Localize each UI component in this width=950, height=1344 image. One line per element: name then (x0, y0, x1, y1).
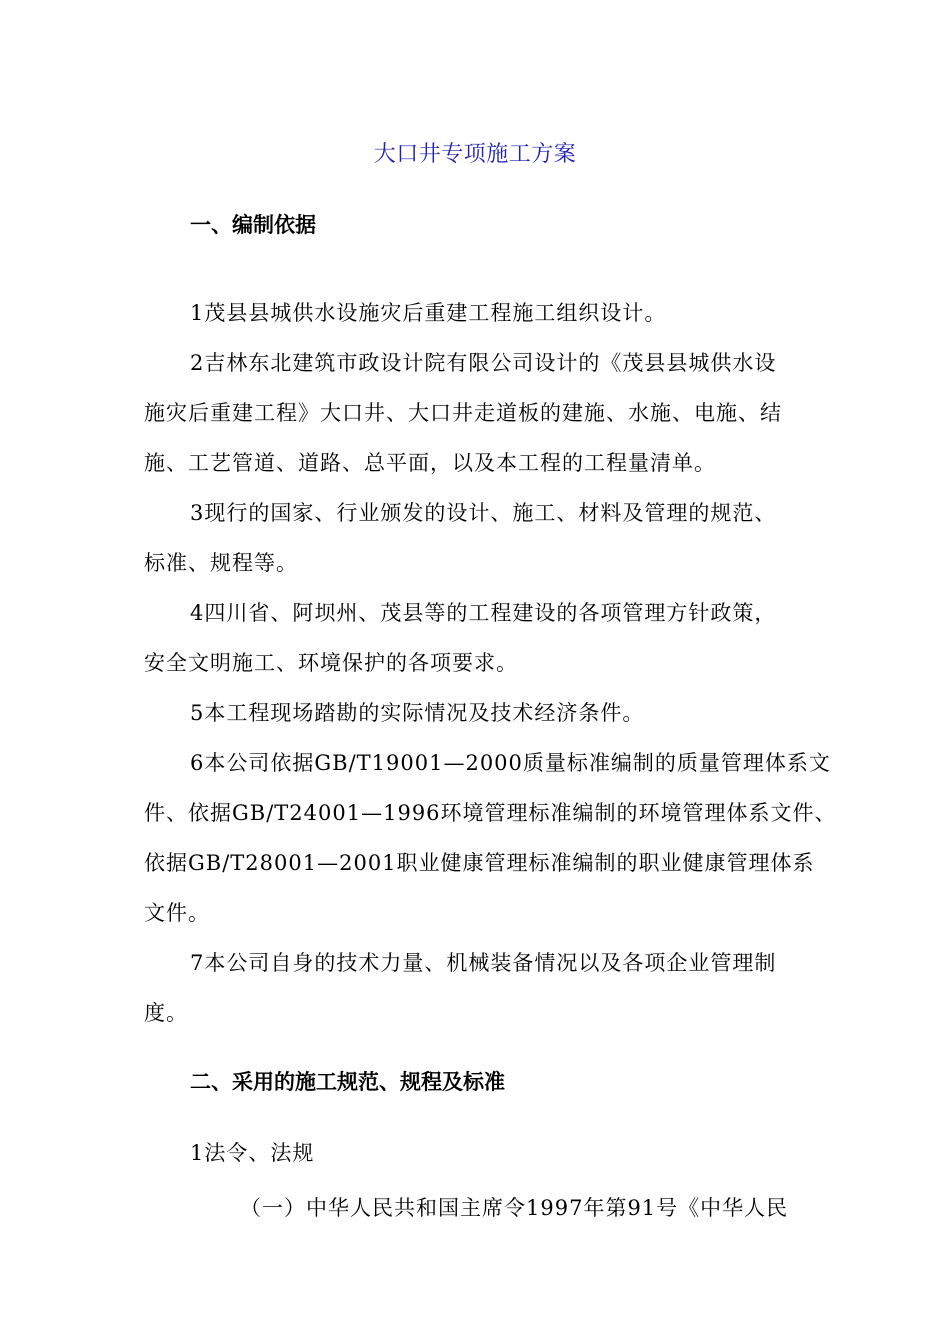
paragraph-line: 标准、规程等。 (144, 551, 298, 575)
paragraph-line: 3现行的国家、行业颁发的设计、施工、材料及管理的规范、 (190, 501, 777, 525)
paragraph-line: 件、依据GB/T24001—1996环境管理标准编制的环境管理体系文件、 (144, 801, 837, 825)
document-title: 大口井专项施工方案 (373, 142, 577, 167)
paragraph-line: 文件。 (144, 901, 210, 925)
paragraph-line: 5本工程现场踏勘的实际情况及技术经济条件。 (190, 701, 645, 725)
section-heading-basis: 一、编制依据 (190, 213, 316, 237)
paragraph-line: 2吉林东北建筑市政设计院有限公司设计的《茂县县城供水设 (190, 351, 777, 375)
paragraph-line: 施灾后重建工程》大口井、大口井走道板的建施、水施、电施、结 (144, 401, 782, 425)
paragraph-line: （一）中华人民共和国主席令1997年第91号《中华人民 (240, 1196, 789, 1220)
paragraph-line: 7本公司自身的技术力量、机械装备情况以及各项企业管理制 (190, 951, 777, 975)
paragraph-line: 安全文明施工、环境保护的各项要求。 (144, 651, 518, 675)
paragraph-line: 4四川省、阿坝州、茂县等的工程建设的各项管理方针政策， (190, 601, 777, 625)
paragraph-line: 度。 (144, 1001, 188, 1025)
section-heading-standards: 二、采用的施工规范、规程及标准 (190, 1070, 505, 1094)
paragraph-line: 依据GB/T28001—2001职业健康管理标准编制的职业健康管理体系 (144, 851, 815, 875)
paragraph-line: 6本公司依据GB/T19001—2000质量标准编制的质量管理体系文 (190, 751, 831, 775)
paragraph-line: 1茂县县城供水设施灾后重建工程施工组织设计。 (190, 301, 667, 325)
paragraph-line: 施、工艺管道、道路、总平面，以及本工程的工程量清单。 (144, 451, 716, 475)
paragraph-line: 1法令、法规 (190, 1141, 315, 1165)
